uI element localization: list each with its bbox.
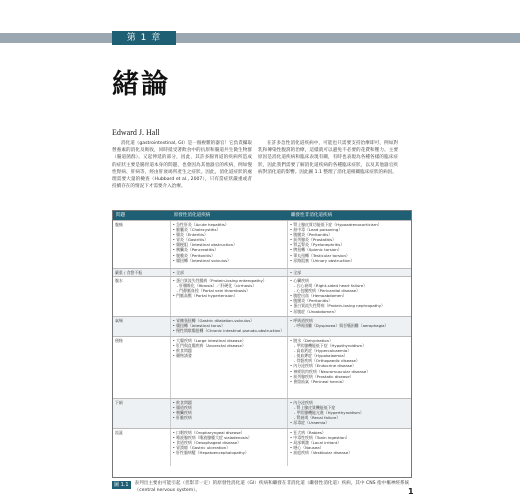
list-item: • 尿毒症（Uraemia） bbox=[290, 420, 409, 425]
table-row bbox=[113, 276, 411, 316]
list-item: • 腎盂腎炎（Pyelonephritis） bbox=[290, 242, 409, 247]
table-body bbox=[113, 220, 411, 466]
chapter-band bbox=[0, 33, 520, 43]
list-item: • 狂犬病（Rabies） bbox=[290, 430, 409, 435]
cell-secondary bbox=[288, 269, 411, 276]
list-item: • 內分泌疾病 bbox=[290, 400, 409, 405]
list-subitem: - 甲狀腺機能低下症（Hypothyroidism） bbox=[290, 343, 409, 348]
list-item: • 門脈高壓（Portal hypertension） bbox=[173, 293, 285, 298]
chapter-header-bar bbox=[0, 31, 520, 45]
table-row bbox=[113, 220, 411, 268]
list-item: • 肛門與直腸疾病（Anorectal disease） bbox=[173, 343, 285, 348]
list-item: • 內分泌疾病（Endocrine disease） bbox=[290, 363, 409, 368]
list-item: • 脾扭轉（Splenic torsion） bbox=[290, 247, 409, 252]
cell-problem: 便秘 bbox=[113, 337, 171, 398]
list-item: • 腸扭轉（Intestinal torus） bbox=[173, 323, 285, 328]
table-row bbox=[113, 398, 411, 428]
list-item: • 前列腺疾病（Prostatic disease） bbox=[290, 374, 409, 379]
list-item: • 口咽疾病（Oropharyngeal disease） bbox=[173, 430, 285, 435]
cell-primary bbox=[171, 221, 288, 268]
cell-secondary bbox=[288, 317, 411, 336]
chapter-title: 緒論 bbox=[112, 69, 170, 100]
cell-problem: 腹水 bbox=[113, 277, 171, 316]
list-item: • 呼吸道疾病 bbox=[290, 318, 409, 323]
list-item: • 心臟疾病 bbox=[290, 278, 409, 283]
list-item: • 尿腹症（Uroabdomen） bbox=[290, 309, 409, 314]
list-item: • 蛋白質流失性腸病（Protein-losing enteropathy） bbox=[173, 278, 285, 283]
list-subitem: - 右心衰竭（Right-sided heart failure） bbox=[290, 283, 409, 288]
list-item: • 大腸疾病（Large intestinal disease） bbox=[173, 338, 285, 343]
list-item: • 前列腺炎（Prostatitis） bbox=[290, 237, 409, 242]
list-subitem: - 呼吸困難（Dyspnoea）與吞嚥困難（aerophagia） bbox=[290, 323, 409, 328]
table-row bbox=[113, 428, 411, 466]
intro-paragraph-right: 在許多急性消化道疾病中，可能也只需要支持治療即可，例如對乳和傳染性腹瀉的治療，這樣就可以避免不必要的花費和壓力。主要原因是消化道疾病和臨床表現有關，有時也表現為各種各樣的臨床症狀，因此我們需要了解消化道疾病的各種臨床症狀，以及其他器官疾病對消化道的影響。因此圖 1.1 整理了消化道相關臨床症狀的病因。 bbox=[258, 141, 398, 175]
intro-paragraph-left: 消化道（gastrointestinal, GI）是一個複雜的器官！它負責攝取營養素的消化及吸收，同時抵受著飲食中的抗原和腸道共生微生物群（腸道菌群）。又起伸延的部分，因此，其許多腸胃道的疾病所造成的症狀主要是腸胃道本身的問題，也會因為其他器官的疾病，例如慢性腎病、肝病等，經由肝衰竭所產生之症狀。因此，消化道症狀的處理需要大量的檢查（Hubbard et al., 2007），只有當症狀嚴重或者持續存在的情況下才需要介入治療。 bbox=[112, 141, 252, 190]
list-item: • 胰臟疾病 bbox=[173, 410, 285, 415]
cell-primary bbox=[171, 337, 288, 398]
list-item: • 腹膜炎（Peritonitis） bbox=[290, 232, 409, 237]
table-caption bbox=[112, 481, 412, 494]
cell-primary bbox=[171, 269, 288, 276]
cell-problem: 下痢 bbox=[113, 399, 171, 428]
list-item: • 睪丸扭轉（Testicular torsion） bbox=[290, 253, 409, 258]
list-subitem: - 肝纖維化（fibrosis）／肝硬化（cirrhosis） bbox=[173, 283, 285, 288]
header-problem: 問題 bbox=[116, 213, 126, 218]
cell-secondary bbox=[288, 221, 411, 268]
list-item: • 藥物誘發 bbox=[173, 353, 285, 358]
list-item: • 全部 bbox=[173, 270, 285, 275]
list-item: • 唾液腺疾病（唾液腺腫大症 sialadenosis） bbox=[173, 435, 285, 440]
list-item: • 胃炎（Gastritis） bbox=[173, 237, 285, 242]
list-subitem: - 腎衰竭（Renal failure） bbox=[290, 415, 409, 420]
list-item: • 肝性腦病變（Hepatoencephalopathy） bbox=[173, 450, 285, 455]
intro-column-left bbox=[112, 140, 252, 190]
list-item: • 急性肝炎（Acute hepatitis） bbox=[173, 222, 285, 227]
list-item: • 腹膜炎（Peritonitis） bbox=[173, 253, 285, 258]
list-item: • 飲食問題 bbox=[173, 348, 285, 353]
list-item: • 胃擴張扭轉（Gastric dilatation-volvulus） bbox=[173, 318, 285, 323]
list-item: • 飲食問題 bbox=[173, 400, 285, 405]
cell-secondary bbox=[288, 429, 411, 466]
list-subitem: - 門靜脈血栓（Portal vein thrombosis） bbox=[173, 288, 285, 293]
table-header bbox=[113, 211, 411, 220]
list-item: • 噁心（Nausea） bbox=[290, 445, 409, 450]
list-subitem: - 腎上腺皮質機能低下症 bbox=[290, 405, 409, 410]
list-item: • 鉛中毒（Lead poisoning） bbox=[290, 227, 409, 232]
list-subitem: - 高血鈣症（Hypercalcaemia） bbox=[290, 348, 409, 353]
cell-problem: 流涎 bbox=[113, 429, 171, 466]
header-secondary: 繼發性非消化道疾病 bbox=[290, 213, 333, 218]
list-item: • 腸扭轉（Intestinal volvulus） bbox=[173, 258, 285, 263]
list-item: • 腸梗阻（Intestinal obstruction） bbox=[173, 242, 285, 247]
author-name: Edward J. Hall bbox=[112, 128, 160, 137]
list-item: • 蛋白質流失性腎病（Protein-losing nephropathy） bbox=[290, 303, 409, 308]
list-item: • 前庭疾病（Vestibular disease） bbox=[290, 450, 409, 455]
cell-primary bbox=[171, 429, 288, 466]
cell-secondary bbox=[288, 277, 411, 316]
page-number: 1 bbox=[408, 487, 414, 496]
list-item: • 腸炎（Enteritis） bbox=[173, 232, 285, 237]
list-item: • 慢性間歇腸扭轉（Chronic intestinal pseudo-obstruction） bbox=[173, 328, 285, 333]
list-item: • 腎上腺皮質功能低下症（Hypoadrenocorticism） bbox=[290, 222, 409, 227]
list-item: • 食道疾病（Oesophageal disease） bbox=[173, 440, 285, 445]
list-item: • 肝膽疾病 bbox=[173, 415, 285, 420]
list-item: • 腹膜炎（Peritonitis） bbox=[290, 298, 409, 303]
cell-problem: 氣喘 bbox=[113, 317, 171, 336]
caption-text: 表列出主要由可能引起（但影非一定）的原發性消化道（GI）疾病和繼發在非消化道（繼發性消化道）疾病，其中 CNS 指中樞神經系統（central nervous system）。 bbox=[134, 481, 410, 493]
list-item: • 腸道疾病 bbox=[173, 405, 285, 410]
list-item: • 脫水（Dehydration） bbox=[290, 338, 409, 343]
table-row bbox=[113, 336, 411, 398]
list-subitem: - 低血鉀症（Hypokalaemia） bbox=[290, 353, 409, 358]
intro-column-right bbox=[258, 140, 398, 176]
list-subitem: - 心包膜疾病（Pericardial disease） bbox=[290, 288, 409, 293]
list-item: • 全部 bbox=[290, 270, 409, 275]
header-primary: 原發性消化道疾病 bbox=[173, 213, 211, 218]
cell-problem: 腹痛 bbox=[113, 221, 171, 268]
chapter-label: 第 1 章 bbox=[112, 31, 176, 45]
table-row bbox=[113, 268, 411, 276]
list-item: • 神經肌肉疾病（Neuromuscular disease） bbox=[290, 369, 409, 374]
caption-tag: 圖 1.1 bbox=[114, 482, 129, 488]
list-subitem: - 甲狀腺機能亢進（Hyperthyroidism） bbox=[290, 410, 409, 415]
cell-secondary bbox=[288, 399, 411, 428]
list-subitem: - 骨骼疾病（Orthopaedic disease） bbox=[290, 358, 409, 363]
table-row bbox=[113, 316, 411, 336]
symptom-table bbox=[112, 210, 412, 478]
list-item: • 局部刺激（Local irritant） bbox=[290, 440, 409, 445]
cell-problem: 嚴重 / 食慾不振 bbox=[113, 269, 171, 276]
cell-primary bbox=[171, 317, 288, 336]
cell-primary bbox=[171, 399, 288, 428]
list-item: • 會陰疝氣（Perineal hernia） bbox=[290, 379, 409, 384]
list-item: • 腹腔出血（Hemoabdomen） bbox=[290, 293, 409, 298]
list-item: • 胃潰瘍（Gastric ulceration） bbox=[173, 445, 285, 450]
cell-secondary bbox=[288, 337, 411, 398]
list-item: • 胰臟炎（Pancreatitis） bbox=[173, 247, 285, 252]
list-item: • 膽囊炎（Cholecystitis） bbox=[173, 227, 285, 232]
list-item: • 尿路阻塞（Urinary obstruction） bbox=[290, 258, 409, 263]
cell-primary bbox=[171, 277, 288, 316]
list-item: • 中毒性疾病（Toxin ingestion） bbox=[290, 435, 409, 440]
